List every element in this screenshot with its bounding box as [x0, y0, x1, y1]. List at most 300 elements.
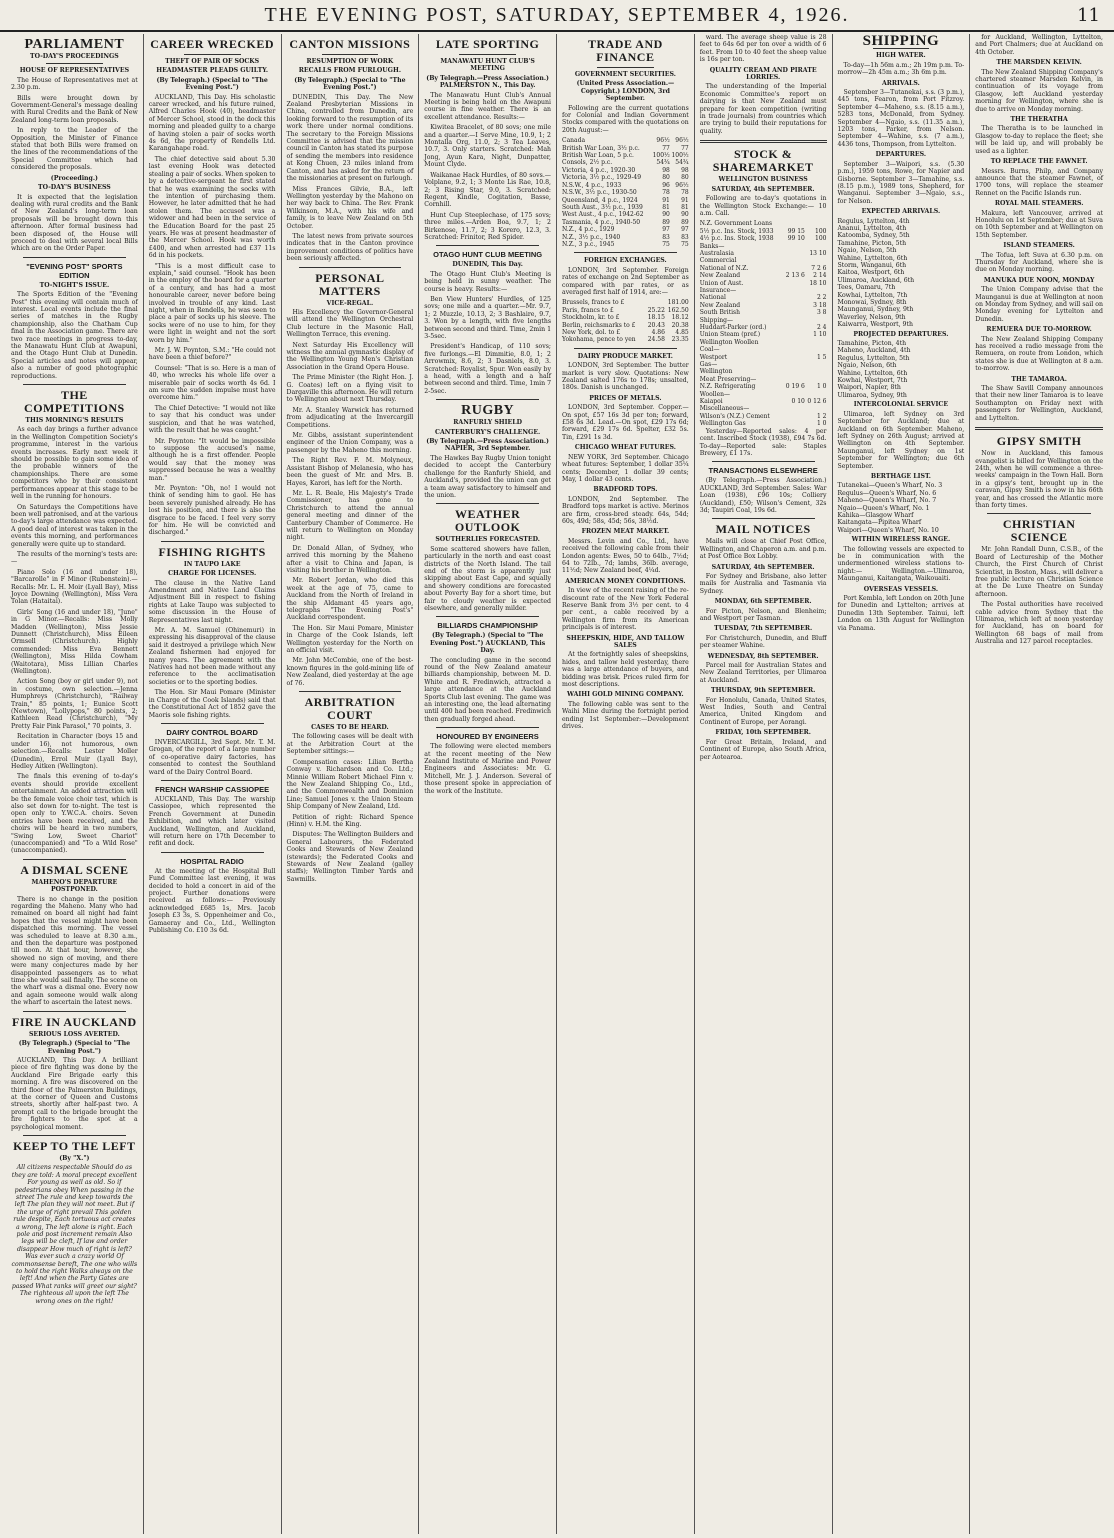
- table-row: [562, 182, 689, 189]
- expected-arrivals-list: [838, 218, 965, 329]
- table-row: [562, 174, 689, 181]
- headline-stock-sharemarket: STOCK & SHAREMARKET: [712, 147, 814, 175]
- table-cell-value: [783, 354, 805, 361]
- column-1: [6, 34, 144, 1534]
- paragraph: The clause in the Native Land Amendment and Native Land Claims Adjustment Bill in respect to fishing rights at Lake Taupo was subjected to some discussion in the House of Representatives last night.: [148, 579, 276, 624]
- table-row: [700, 243, 827, 250]
- subhead: THE MARSDEN KELVIN.: [996, 59, 1082, 67]
- paragraph: Mr. A. M. Samuel (Ohinemuri) in expressing his disapproval of the clause said it destroyed a privilege which New Zealand fishermen had enjoyed for many years. The agreement with the Natives had not been made without any reference to the acclimatisation societies or to the sporting bodies.: [148, 627, 276, 686]
- table-cell-value: 100: [815, 227, 827, 235]
- table-cell-value: [783, 413, 805, 420]
- paragraph: In view of the recent raising of the re-discount rate of the New York Federal Reserve Bank from 3½ per cent. to 4 per cent., a cable received by a Wellington firm from its American principals is of interest.: [562, 587, 689, 632]
- paragraph: His Excellency the Governor-General will attend the Wellington Orchestral Club lecture in the Masonic Hall, Wellington Terrace, this evening.: [286, 308, 414, 339]
- table-cell-value: 1 0: [816, 420, 827, 428]
- table-cell-value: [805, 376, 827, 383]
- table-cell-value: 1 5: [816, 353, 827, 361]
- table-cell-label: British War Loan, 5 p.c.: [562, 152, 634, 160]
- subhead: ISLAND STEAMERS.: [1003, 242, 1075, 250]
- table-row: [700, 405, 827, 412]
- paragraph: ward. The average sheep value is 28 feet to 64s 6d per ton over a width of 6 feet. From 10 to 40 feet the sheep value is 16s per ton.: [699, 34, 827, 64]
- subhead: VICE-REGAL.: [326, 299, 374, 307]
- paragraph: Ben View Hunters' Hurdles, of 125 sovs; one mile and a quarter.—Mr. 9.7, 1; 2 Muzzle, 10.13, 2; 3 Bashlaire, 9.7, 3. Won by a length, with five lengths between second and third. Time, 2min 1 3-5sec.: [424, 295, 552, 340]
- table-cell-label: Huddart-Parker (ord.): [699, 324, 767, 331]
- paragraph: Mr. Robert Jordan, who died this week at the age of 75, came to Auckland from the North of Ireland in the ship Aldamant 45 years ago, telegraphs "The Evening Post's" Auckland correspondent.: [286, 577, 414, 622]
- paragraph: (Proceeding.): [50, 174, 98, 182]
- list-item: Regulus, Lyttelton, 4th: [837, 217, 910, 225]
- subhead: HOUSE OF REPRESENTATIVES: [19, 67, 130, 75]
- paragraph: LONDON, 3rd September. The butter market is very slow. Quotations: New Zealand salted 176s to 178s; unsalted, 180s. Danish is unchanged.: [562, 362, 689, 392]
- paragraph: LONDON, 3rd September. Copper.—On spot, £57 16s 3d per ton; forward, £58 6s 3d. Lead.—On spot, £29 17s 6d; forward, £29 17s 6d. Spelter, £32 5s. Tin, £291 1s 3d.: [562, 404, 689, 441]
- paragraph: Bills were brought down by Government-General's message dealing with Rural Credits and the Bank of New Zealand long-term loan proposals.: [11, 94, 138, 124]
- table-cell-value: [783, 220, 805, 227]
- table-cell-value: [783, 405, 805, 412]
- table-cell-value: [783, 265, 805, 272]
- table-cell-value: 1 0: [816, 383, 827, 391]
- paragraph: The following cable was sent to the Waihi Mine during the fortnight period ending 1st September:—Development drives.: [562, 700, 689, 731]
- table-cell-value: [783, 420, 805, 427]
- paragraph: The Hon. Sir Maui Pomare (Minister in Charge of the Cook Islands) said that the Constitutional Act of 1852 gave the Maoris sole fishing rights.: [148, 689, 276, 719]
- table-cell-label: Insurance—: [699, 286, 737, 294]
- table-cell-value: 91: [681, 196, 689, 204]
- table-cell-value: 2 4: [816, 324, 827, 331]
- subhead: SOUTHERLIES FORECASTED.: [435, 536, 540, 544]
- list-item: Maheno—Queen's Wharf, No. 7: [837, 497, 937, 505]
- table-cell-value: 98: [662, 166, 670, 174]
- berthage-list: [838, 482, 965, 534]
- list-item: Kahika—Glasgow Wharf: [837, 511, 914, 519]
- table-row: [700, 324, 827, 331]
- paragraph: At the meeting of the Hospital Bull Fund Committee last evening, it was decided to hold a concert in aid of the project. Further donations were received as follows:— Previously acknowledged £685 1s, Mrs. Jacob Joseph £3 3s, S. Oppenheimer and Co., Gamaeray and Co., Ltd., Wellington Publishing Co. £10 3s 6d.: [148, 867, 276, 935]
- table-row: [562, 226, 689, 233]
- table-cell-value: [645, 299, 664, 306]
- paragraph: For Honolulu, Canada, United States, West Indies, South and Central America, United Kingdom and Continent of Europe, per Aorangi.: [699, 696, 827, 726]
- column-2: [144, 34, 282, 1534]
- table-cell-label: National of N.Z.: [699, 264, 749, 272]
- subhead: INTERCOLONIAL SERVICE: [853, 401, 949, 409]
- paragraph: Mr. Poynton: "Oh, no! I would not think of sending him to gaol. He has been severely punished already. He has lost his position, and there is also the disgrace to be faced. I feel very sorry for him. He will be convicted and discharged.": [148, 484, 276, 537]
- table-cell-label: Union of Aust.: [699, 279, 744, 287]
- paragraph: The New Zealand Shipping Company's chartered steamer Marsden Kelvin, in continuation of its voyage from Glasgow, left Auckland yesterday morning for Wellington, where she is due to arrive on Monday morning.: [975, 68, 1103, 113]
- table-row: [562, 197, 689, 204]
- dateline: FRIDAY, 10th SEPTEMBER.: [715, 729, 811, 737]
- table-cell-label: Victoria, 4 p.c., 1920-30: [562, 166, 636, 174]
- table-row: [562, 159, 689, 166]
- paragraph: Following are to-day's quotations in the Wellington Stock Exchange:— 10 a.m. Call.: [699, 195, 827, 217]
- paragraph: Counsel: "That is so. Here is a man of 40, who wrecks his whole life over a miserable pair of socks worth 4s 6d. I am sure the sudden impulse must have overcome him.": [148, 364, 276, 402]
- list-item: Monowai, Sydney, 8th: [837, 299, 907, 306]
- subhead: THEFT OF PAIR OF SOCKS: [165, 58, 260, 65]
- paragraph: Mails will close at Chief Post Office, Wellington, and Chaperon a.m. and p.m. at Post Office Box Lobby.: [699, 538, 827, 561]
- column-4: [419, 34, 557, 1534]
- table-cell-value: [783, 331, 805, 338]
- table-cell-value: 20.38: [671, 321, 689, 329]
- paragraph: Dr. Donald Allan, of Sydney, who arrived this morning by the Maheno after a visit to China and Japan, is visiting his brother in Wellington.: [286, 544, 414, 574]
- table-cell-value: [783, 368, 805, 375]
- table-cell-value: 25.22: [647, 306, 665, 314]
- table-cell-value: [783, 324, 805, 331]
- table-row: [562, 299, 689, 306]
- table-cell-value: [783, 294, 805, 301]
- paragraph: The Right Rev. F. M. Molyneux, Assistant Bishop of Melanesia, who has been the guest of Mr. and Mrs. B. Hayes, Karori, has left for the North.: [286, 457, 414, 487]
- table-cell-value: 81: [681, 203, 689, 211]
- paragraph: On Saturdays the Competitions have been well patronised, and at the various to-day's large attendance was expected. A good deal of interest was taken in the events this morning, and performances generally were quite up to standard.: [11, 503, 138, 548]
- paragraph: Ulimaroa, left Sydney on 3rd September for Auckland; due at Auckland on 6th September. Maheno, left Sydney on 26th August; arrived at Wellington on 4th September. Maunganui, left Sydney on 1st September for Wellington; due 6th September.: [837, 410, 965, 470]
- table-cell-value: 181.00: [667, 299, 689, 307]
- table-cell-value: 18.12: [671, 314, 689, 322]
- table-cell-label: Miscellaneous—: [699, 405, 750, 413]
- subhead: PRICES OF METALS.: [589, 394, 662, 402]
- subhead: SERIOUS LOSS AVERTED.: [28, 1030, 120, 1038]
- table-cell-value: 96: [662, 181, 670, 189]
- paragraph: Girls' Song (16 and under 18), "June" in G Minor.—Recalls: Miss Molly Madden (Wellington), Miss Jessie Dunnett (Christchurch), Miss Eileen Ormsell (Christchurch). Highly commended: Miss Eva Bennett (Wellington), Miss Hilda Cowham (Waitotara), Miss Lillian Charles (Wellington).: [11, 608, 138, 676]
- table-cell-label: Berlin, reichsmarks to £: [562, 321, 636, 329]
- paragraph: September 3—Tutanekai, s.s. (3 p.m.), 445 tons, Fearon, from Port Fitzroy. September 4—Maheno, s.s. (8.15 a.m.), 5283 tons, McDonald, from Sydney. September 4—Ngaio, s.s. (11.35 a.m.), 1203 tons, Parker, from Nelson. September 4—Wahine, s.s. (7 a.m.), 4436 tons, Thompson, from Lyttelton.: [837, 89, 965, 148]
- table-cell-value: 80: [681, 174, 689, 182]
- list-item: Kowhai, Westport, 7th: [837, 377, 908, 385]
- table-cell-label: British War Loan, 3½ p.c.: [562, 144, 640, 152]
- subhead: GOVERNMENT SECURITIES.: [574, 71, 676, 78]
- table-row: [562, 137, 689, 144]
- table-cell-label: Brussels, francs to £: [562, 299, 625, 307]
- headline-keep-left: KEEP TO THE LEFT: [13, 1138, 136, 1153]
- table-cell-label: Wilson's (N.Z.) Cement: [699, 412, 770, 420]
- table-cell-label: N.Z., 4 p.c., 1929: [562, 226, 615, 234]
- subhead: HEADMASTER PLEADS GUILTY.: [156, 67, 269, 75]
- table-row: [562, 307, 689, 314]
- table-cell-value: 90: [662, 211, 670, 219]
- table-row: [700, 294, 827, 301]
- paragraph: Waikanae Hack Hurdles, of 80 sovs.—Volplane, 9.2, 1; 3 Monte Lis Rae, 10.8, 2; 3 Rising Star, 9.0, 3. Scratched: Regent, Kindle, Cogitation, Basse, Cornhill.: [424, 171, 551, 209]
- paragraph: Messrs. Burns, Philp, and Company announce that the steamer Fawnet, of 1700 tons, will replace the steamer Rennet on the Pacific Islands run.: [975, 167, 1103, 197]
- table-cell-value: [805, 243, 827, 250]
- table-row: [562, 211, 689, 218]
- dateline: TUESDAY, 7th SEPTEMBER.: [714, 625, 813, 633]
- subhead: CANTERBURY'S CHALLENGE.: [435, 428, 541, 436]
- table-cell-value: [783, 250, 805, 257]
- table-cell-value: [805, 368, 827, 375]
- table-cell-label: Consols, 2½ p.c.: [562, 159, 613, 167]
- paragraph: For Great Britain, Ireland, and Continent of Europe, also South Africa, per Aotearoa.: [699, 738, 827, 761]
- table-cell-value: 78: [681, 189, 689, 197]
- paragraph: DUNEDIN, This Day. The New Zealand Presbyterian Missions in China, controlled from Dunedin, are looking forward to the resumption of its work there under normal conditions. The secretary to the Foreign Missions Committee is advised that the mission council in Canton has stated its purpose of sending the members into residence at Kong Chuen, 23 miles inland from Canton, and has asked for the return of the missionaries at present on furlough.: [286, 93, 414, 183]
- column-5: [557, 34, 695, 1534]
- table-cell-value: 54¾: [656, 159, 670, 167]
- table-cell-label: Woollen—: [699, 390, 730, 398]
- paragraph: The following were elected members at the recent meeting of the New Zealand Institute of Marine and Power Engineers and Associates: Mr. G. Mitchell, Mr. J. J. Anderson. Several of those present spoke in appreciation of the work of the Institute.: [424, 743, 551, 795]
- table-cell-value: 54¾: [675, 159, 689, 167]
- paragraph: There is no change in the position regarding the Maheno. Many who had remained on board all night had faint hopes that the vessel might have been dispatched this morning. The vessel was scheduled to leave at 8.30 a.m., and then the departure was postponed till noon. At that hour, however, she showed no sign of moving, and there were many conjectures made by her disappointed passengers as to what time she would sail finally. The scene on the wharf was a dismal one. Every now and again someone would walk along the wharf to ascertain the latest news.: [11, 895, 138, 1007]
- table-cell-value: [805, 361, 827, 368]
- table-cell-value: 89: [681, 218, 689, 226]
- subhead: IN TAUPO LAKE: [183, 560, 241, 568]
- table-cell-value: 4.85: [675, 329, 689, 336]
- paragraph: The following cases will be dealt with at the Arbitration Court at the September sittings:—: [286, 733, 414, 756]
- table-cell-value: 1 2: [816, 412, 827, 420]
- paragraph: INVERCARGILL, 3rd Sept. Mr. T. M. Grogan, of the report of a large number of co-operative dairy factories, has consented to contest the Southland ward of the Dairy Control Board.: [148, 738, 276, 776]
- list-item: Ngaio, Nelson, 6th: [837, 362, 897, 370]
- table-cell-value: 0 19 6: [785, 383, 805, 391]
- table-row: [700, 376, 827, 383]
- headline-french-warship: FRENCH WARSHIP CASSIOPEE: [155, 784, 270, 794]
- table-cell-label: N.S.W., 4 p.c., 1933: [562, 181, 622, 189]
- table-cell-label: South British: [699, 309, 740, 317]
- table-cell-label: National: [699, 294, 726, 302]
- paragraph: The Theratha is to be launched in Glasgow to-day to replace the fleet; she will be laid up, and will probably be used as a lighter.: [975, 125, 1103, 155]
- table-cell-label: N.Z. Refrigerating: [699, 383, 756, 391]
- paragraph: September 3—Waipori, s.s. (5.30 p.m.), 1959 tons, Rowe, for Napier and Gisborne. September 3—Tamahine, s.s. (8.15 p.m.), 1989 tons, Shepherd, for Wanganui. September 3—Ngaio, s.s., for Nelson.: [837, 160, 965, 205]
- paragraph: The chief detective said about 5.30 last evening Hook was detected stealing a pair of socks. When spoken to by a detective-sergeant he first stated that he was examining the socks with the intention of purchasing them. However, he later admitted that he had stolen them. The accused was a widower and had been in the service of the Education Board for the past 25 years. He was at present headmaster of the Mercer School. Hook was worth £400, and when arrested had £37 11s 6d in his pockets.: [148, 155, 276, 260]
- table-cell-label: Union Steam (pref.): [699, 331, 761, 339]
- paragraph: Piano Solo (16 and under 18), "Barcarolle" in F Minor (Rubenstein).—Recalls: Mr. L. H. Moir (Lyall Bay), Miss Joyce Downing (Wellington), Miss Vera Tolan (Hataitai).: [11, 568, 138, 606]
- dateline: MONDAY, 6th SEPTEMBER.: [714, 598, 812, 606]
- paragraph: The latest news from private sources indicates that in the Canton province improvement conditions of politics have been seriously affected.: [286, 232, 414, 263]
- table-cell-value: 99 15: [787, 227, 805, 235]
- paragraph: Kiwitea Bracelet, of 80 sovs; one mile and a quarter.—I Serve Mine, 10.9, 1; 2 Montalla Org, 11.0, 2; 3 Tea Leaves, 10.7, 3. Only starters. Scratched: Mah Jong, Ayun Kara, Night, Dunpatter, Mount Clyde.: [424, 124, 551, 169]
- subhead: RESUMPTION OF WORK: [306, 58, 394, 65]
- headline-otago-hunt: OTAGO HUNT CLUB MEETING: [433, 250, 543, 260]
- table-cell-value: 96½: [675, 137, 689, 145]
- table-cell-value: 18.15: [647, 314, 665, 322]
- list-item: Ananui, Lyttelton, 4th: [837, 224, 907, 232]
- list-item: Ulimaroa, Sydney, 9th: [837, 391, 907, 399]
- list-item: Maheno, Auckland, 4th: [837, 347, 911, 355]
- subhead: FROZEN MEAT MARKET.: [581, 528, 670, 536]
- masthead: [0, 0, 1114, 32]
- subhead: TO-NIGHT'S ISSUE.: [39, 281, 110, 289]
- table-cell-value: 1 10: [813, 331, 827, 339]
- paragraph: "This is a most difficult case to explain," said counsel. "Hook has been in the employ of the board for a quarter of a century, and has had a most honourable career, never before being involved in trouble of any kind. Last night, when in Rendells, he was seen to place a pair of socks up his sleeve. The socks were of no use to him, for they were light in weight and not the sort worn by him.": [148, 262, 276, 344]
- paragraph: The Hon. Sir Maui Pomare, Minister in Charge of the Cook Islands, left Wellington yesterday for the North on an official visit.: [286, 624, 414, 655]
- table-cell-value: 97: [662, 226, 670, 234]
- paragraph: LONDON, 3rd September. Foreign rates of exchange on 2nd September as compared with par rates, or as averaged first half of 1914, are:—: [562, 266, 689, 296]
- column-6: [695, 34, 833, 1534]
- paragraph: The Shaw Savill Company announces that their new liner Tamaroa is to leave Southampton on Friday next with passengers for Wellington, Auckland, and Lyttelton.: [975, 385, 1103, 422]
- headline-fishing-rights: FISHING RIGHTS: [158, 544, 266, 559]
- table-cell-value: 83: [662, 233, 670, 241]
- list-item: Ngaio, Nelson, 5th: [837, 247, 897, 255]
- table-row: [700, 220, 827, 227]
- table-cell-label: 4½ p.c. Ins. Stock, 1938: [699, 235, 774, 243]
- paragraph: For Sydney and Brisbane, also letter mails for Australia and Tasmania via Sydney.: [699, 572, 827, 595]
- subhead: ARRIVALS.: [881, 79, 920, 87]
- table-cell-label: N.Z., 3 p.c., 1945: [562, 240, 615, 248]
- paragraph: Some scattered showers have fallen, particularly in the north and east coast districts of the North Island. The tail end of the storm is apparently just skipping about East Cape, and squally and showery conditions are forecasted about Poverty Bay for a short time, but fair to cloudy weather is expected elsewhere, and generally milder.: [424, 545, 551, 612]
- table-cell-value: 100: [815, 235, 827, 243]
- paragraph: Petition of right: Richard Spence (Hinn) v. H.M. the King.: [286, 813, 414, 828]
- table-cell-value: 78: [662, 189, 670, 197]
- paragraph: The Hawkes Bay Rugby Union tonight decided to accept the Canterbury challenge for the Ranfurly Shield, and Auckland's, provided the union can get a team away satisfactory to himself and the union.: [424, 454, 551, 499]
- headline-rugby: RUGBY: [461, 403, 515, 419]
- subhead: WAIHI GOLD MINING COMPANY.: [567, 691, 684, 699]
- table-cell-value: [805, 317, 827, 324]
- share-quotations-table: [700, 220, 827, 427]
- paragraph: Following are the current quotations for Colonial and Indian Government Stocks compared with the quotations on 20th August:—: [562, 104, 689, 134]
- table-cell-value: 0 10: [791, 398, 805, 406]
- paragraph: Mr. J. W. Poynton, S.M.: "He could not have been a thief before?": [148, 347, 276, 362]
- paragraph: Miss Frances Gilvie, B.A., left Wellington yesterday by the Mahono on her way back to China. The Rev. Frank Wilkinson, M.A., with his wife and family, is to leave New Zealand on 5th October.: [286, 185, 414, 230]
- table-row: [700, 280, 827, 287]
- headline-shipping: SHIPPING: [862, 34, 940, 49]
- paragraph: At the fortnightly sales of sheepskins, hides, and tallow held yesterday, there was a large attendance of buyers, and bidding was brisk. Prices ruled firm for most descriptions.: [562, 651, 689, 689]
- paragraph: for Auckland, Wellington, Lyttelton, and Port Chalmers; due at Auckland on 4th October.: [975, 34, 1103, 56]
- table-cell-label: N.Z. Government Loans: [699, 220, 773, 228]
- subhead: TO REPLACE THE FAWNET.: [990, 158, 1088, 166]
- paragraph: Parcel mail for Australian States and New Zealand Territories, per Ulimaroa at Auckland.: [699, 662, 827, 684]
- table-cell-value: 3 8: [816, 309, 827, 317]
- headline-billiards: BILLIARDS CHAMPIONSHIP: [437, 621, 538, 631]
- page-number: 11: [1077, 5, 1100, 26]
- subhead: DAIRY PRODUCE MARKET.: [577, 352, 673, 360]
- dateline: SATURDAY, 4th SEPTEMBER.: [711, 185, 815, 193]
- page-columns: [6, 34, 1108, 1534]
- table-cell-value: 75: [662, 240, 670, 248]
- table-cell-value: 2 2: [816, 294, 827, 302]
- exchange-table: [562, 299, 689, 343]
- dateline: DUNEDIN, This Day.: [452, 261, 523, 269]
- table-row: [562, 241, 689, 248]
- table-row: [562, 219, 689, 226]
- list-item: Tamahine, Picton, 4th: [837, 340, 907, 348]
- paragraph: (By Telegraph.—Press Association.) AUCKLAND, 3rd September. Sales: War Loan (1938), £96 10s; Colliery (Auckland), £50; Wilson's Cement, 32s 3d; Taupiri Coal, 19s 6d.: [699, 477, 827, 514]
- projected-departures-list: [838, 340, 965, 399]
- table-row: [562, 167, 689, 174]
- dateline: (United Press Association.—Copyright.) LONDON, 3rd September.: [576, 80, 675, 103]
- table-row: [700, 339, 827, 346]
- table-row: [562, 152, 689, 159]
- table-cell-value: 3 18: [813, 301, 827, 309]
- table-cell-label: Commercial: [699, 257, 737, 265]
- table-row: [700, 235, 827, 242]
- table-cell-label: Banks—: [699, 242, 725, 250]
- table-cell-value: [805, 257, 827, 264]
- table-cell-value: 98: [681, 166, 689, 174]
- paragraph: Port Kembla, left London on 20th June for Dunedin and Lyttelton; arrives at Dunedin 13th September. Tainui, left London on 13th August for Wellington via Panama.: [837, 595, 965, 632]
- subhead: THE THERATHA: [1010, 116, 1068, 124]
- table-cell-value: [783, 339, 805, 346]
- table-cell-value: [783, 346, 805, 353]
- paragraph: To-day—1h 56m a.m.; 2h 19m p.m. To-morrow—2h 45m a.m.; 3h 6m p.m.: [837, 61, 965, 77]
- table-cell-value: 2 13 6: [785, 272, 805, 280]
- subhead: RANFURLY SHIELD: [453, 419, 522, 427]
- headline-gipsy-smith: GIPSY SMITH: [996, 434, 1082, 449]
- paragraph: The Tofua, left Suva at 6.30 p.m. on Thursday for Auckland, where she is due on Monday morning.: [975, 251, 1103, 274]
- list-item: Tees, Oamaru, 7th: [837, 284, 896, 292]
- table-cell-value: 24.58: [647, 336, 665, 344]
- subhead: EXPECTED ARRIVALS.: [861, 208, 941, 216]
- list-item: Ulimaroa, Auckland, 6th: [837, 276, 915, 284]
- subhead: AMERICAN MONEY CONDITIONS.: [565, 577, 686, 585]
- list-item: Katoomba, Sydney, 5th: [837, 232, 910, 240]
- headline-weather: WEATHER OUTLOOK: [454, 507, 521, 535]
- paragraph: In reply to the Leader of the Opposition, the Minister of Finance stated that both Bills were framed on the lines of the recommendations of the Special Committee which had considered the proposals.: [11, 127, 138, 172]
- headline-canton-missions: CANTON MISSIONS: [289, 37, 411, 51]
- paragraph: Now in Auckland, this famous evangelist is billed for Wellington on the 24th, when he will commence a three-weeks' campaign in the Town Hall. Born in a gipsy's tent, brought up in the caravan, Gipsy Smith is now in his 66th year, and has crossed the Atlantic more than forty times.: [975, 450, 1103, 509]
- list-item: Ngaio—Queen's Wharf, No. 1: [837, 504, 930, 512]
- table-cell-value: [783, 361, 805, 368]
- table-cell-value: 99 10: [787, 235, 805, 243]
- dateline: (By Telegraph.—Press Association.) PALMERSTON N., This Day.: [426, 74, 549, 90]
- table-cell-value: 13 10: [809, 249, 827, 257]
- subhead: WELLINGTON BUSINESS: [718, 176, 808, 184]
- paragraph: Compensation cases: Lilian Bertha Conway v. Richardson and Co. Ltd.; Minnie William Robert Michael Finn v. the New Zealand Shipping Co., Ltd., and the Commonwealth and Dominion Line; Samuel Jones v. the Union Steam Ship Company of New Zealand, Ltd.: [286, 758, 414, 811]
- list-item: Kaitoa, Westport, 6th: [837, 269, 905, 277]
- table-row: [700, 383, 827, 390]
- table-cell-value: [783, 309, 805, 316]
- table-cell-value: [783, 391, 805, 398]
- table-cell-label: Yokohama, pence to yen: [562, 336, 636, 344]
- paragraph: The understanding of the Imperial Economic Committee's report on dairying is that New Zealand must prepare for keen competition (writing in trade journals) from countries which are trying to build their reputations for quality.: [699, 83, 827, 135]
- table-cell-label: Gas—: [699, 361, 718, 369]
- list-item: Waipori—Queen's Wharf, No. 10: [837, 526, 939, 534]
- table-cell-label: West Aust., 4 p.c., 1942-62: [562, 211, 644, 219]
- table-row: [700, 309, 827, 316]
- subhead: TO-DAY'S BUSINESS: [38, 184, 111, 192]
- headline-personal-matters: PERSONAL MATTERS: [315, 270, 385, 298]
- table-cell-label: Wellington Gas: [699, 420, 746, 428]
- paragraph: Mr. L. R. Beale, His Majesty's Trade Commissioner, has gone to Christchurch to attend the annual general meeting and dinner of the Canterbury Chamber of Commerce. He will return to Wellington on Monday night.: [286, 489, 414, 542]
- list-item: Kaiwarra, Westport, 9th: [837, 321, 913, 329]
- paragraph: The finals this evening of to-day's events should provide excellent entertainment. An added attraction will be the female voice choir test, which is also set down for to-night. The test is open only to Y.W.C.A. choirs. Seven entries have been received, and the choirs will be heard in two numbers, "Swing Low, Sweet Chariot" (unaccompanied) and "To a Wild Rose" (unaccompanied).: [11, 773, 138, 855]
- paragraph: Messrs. Levin and Co., Ltd., have received the following cable from their London agents: Ewes, 50 to 64lb., 7½d; 64 to 72lb., 7d; lambs, 36lb. average, 11½d; New Zealand beef, 4¼d.: [562, 537, 689, 575]
- dateline: THURSDAY, 9th SEPTEMBER.: [710, 687, 816, 695]
- paragraph: Disputes: The Wellington Builders and General Labourers, the Federated Cooks and Stewards of New Zealand (stewards); the Federated Cooks and Stewards of New Zealand (galley staffs); Wellington Timber Yards and Sawmills.: [286, 831, 414, 883]
- paragraph: Yesterday—Reported sales: 4 per cent. Inscribed Stock (1938), £94 7s 6d. To-day—Reported sale: Staples Brewery, £1 17s.: [699, 427, 827, 457]
- paragraph: The Manawatu Hunt Club's Annual Meeting is being held on the Awapuni course in fine weather. There is an excellent attendance. Results:—: [424, 91, 551, 121]
- securities-table: [562, 137, 689, 248]
- subhead: RECALLS FROM FURLOUGH.: [298, 67, 401, 75]
- list-item: Waipori, Napier, 8th: [837, 384, 901, 392]
- dateline: (By Telegraph.) (Special to "The Evening Post."): [294, 76, 406, 92]
- table-cell-label: Paris, francs to £: [562, 306, 614, 314]
- table-cell-value: 81: [662, 203, 670, 211]
- table-cell-value: [805, 220, 827, 227]
- list-item: Wahine, Lyttelton, 6th: [837, 254, 908, 262]
- subhead: HIGH WATER.: [876, 52, 926, 60]
- table-cell-label: Shipping—: [699, 316, 733, 324]
- table-cell-value: 18 10: [809, 279, 827, 287]
- subhead: WITHIN WIRELESS RANGE.: [851, 536, 951, 544]
- headline-competitions: THE COMPETITIONS: [24, 388, 125, 416]
- paragraph: The following vessels are expected to be in communication with the undermentioned wireless stations to-night:— Wellington.—Ulimaroa, Maunganui, Kaitangata, Waikouaiti.: [837, 545, 965, 583]
- dateline: (By Telegraph.) (Special to "The Evening Post."): [18, 1040, 131, 1055]
- table-cell-label: 5½ p.c. Ins. Stock, 1933: [699, 227, 774, 235]
- paragraph: AUCKLAND, This Day. The warship Cassiopee, which represented the French Government at Dunedin Exhibition, and which later visited Auckland, Wellington, and Auckland, will return here on 17th December to refit and dock.: [148, 795, 276, 848]
- table-cell-value: 23.35: [671, 336, 689, 344]
- table-row: [562, 189, 689, 196]
- subhead: CHICAGO WHEAT FUTURES.: [574, 444, 676, 452]
- paragraph: President's Handicap, of 110 sovs; five furlongs.—El Dimmitie, 8.0, 1; 2 Arrowmix, 8.6, 2; 3 Dasniels, 8.0, 3. Scratched: Royalist, Spur. Won easily by a head, with a length and a half between second and third. Time, 1min 7 2-5sec.: [424, 343, 552, 395]
- paragraph: NEW YORK, 3rd September. Chicago wheat futures: September, 1 dollar 35¼ cents; December, 1 dollar 39 cents; May, 1 dollar 43 cents.: [562, 453, 689, 483]
- table-cell-value: 4.86: [651, 329, 665, 336]
- list-item: Kowhai, Lyttelton, 7th: [837, 291, 908, 299]
- table-cell-value: 91: [662, 196, 670, 204]
- paragraph: Mr. Poynton: "It would be impossible to suppose the accused's name, although he is a first offender. People would say that the money was suppressed because he was a wealthy man.": [148, 437, 276, 482]
- headline-mail-notices: MAIL NOTICES: [715, 522, 811, 537]
- subhead: MANAWATU HUNT CLUB'S MEETING: [440, 58, 535, 73]
- table-row: [700, 346, 827, 353]
- table-cell-label: Canada: [562, 137, 586, 145]
- subhead: MANUKA DUE NOON, MONDAY: [983, 276, 1095, 284]
- list-item: Regulus, Lyttelton, 5th: [837, 354, 910, 362]
- list-item: Tamahine, Picton, 5th: [837, 239, 907, 247]
- subhead: OVERSEAS VESSELS.: [863, 585, 939, 593]
- dateline: (By Telegraph.) (Special to "The Evening Post."): [156, 76, 268, 92]
- paragraph: For Christchurch, Dunedin, and Bluff per steamer Wahine.: [699, 634, 827, 650]
- table-cell-value: 96½: [656, 137, 670, 145]
- table-cell-label: Victoria, 3½ p.c., 1929-49: [562, 174, 642, 182]
- subhead: DEPARTURES.: [875, 151, 927, 159]
- poem: All citizens respectable Should do as they are told: A moral precept excellent For young as well as old. So if pedestrians obey When passing in the street The rule and keep towards the left The plan they will not meet. But if the urge of right prevail This golden rule despite, Each tortuous act creates a wrong, The left alone is right. Each pole and post increment remain Also legs will be cleft, If law and order disappear How much of right is left? Was ever such a crazy world Of commonsense bereft, The one who wills to hold the right Walks always on the left! And when the Party Gates are passed What ranks will greet our sight? The righteous all upon the left The wrong ones on the right!: [11, 1164, 138, 1305]
